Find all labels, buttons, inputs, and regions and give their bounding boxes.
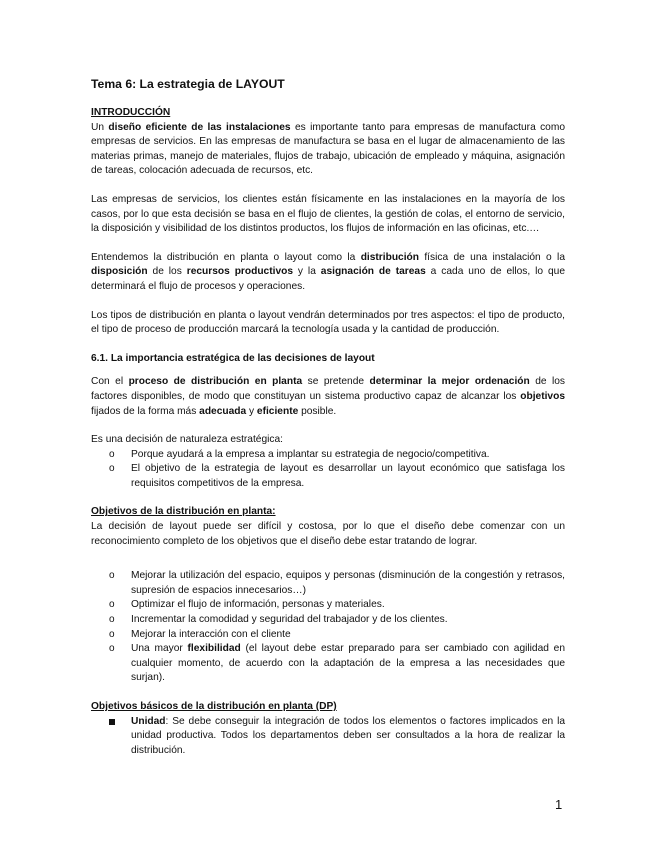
circle-bullet-icon: o: [109, 570, 115, 582]
text-run: de los factores disponibles, de modo que constituyan un sistema productivo capaz de alcanzar los: [91, 376, 566, 402]
text-run: Con el: [91, 376, 129, 388]
circle-bullet-icon: o: [109, 643, 115, 655]
list-item: [109, 598, 565, 613]
list-item: [109, 569, 565, 598]
list-item: [109, 642, 565, 686]
page-content: [91, 76, 565, 758]
text-run: física de una instalación o la: [418, 251, 565, 263]
basicos-list: [91, 715, 565, 759]
text-run: se pretende: [302, 376, 370, 388]
bold-text: adecuada: [199, 405, 247, 417]
section-6-1-paragraph-2: Es una decisión de naturaleza estratégica:: [91, 434, 283, 446]
intro-paragraph-2: Las empresas de servicios, los clientes están físicamente en las instalaciones en la mayoría de los casos, por lo que esta decisión se basa en el flujo de clientes, la gestión de colas, el entorno de servicio, la disposición y visibilidad de los distintos productos, los flujos de información en las oficinas, etc.…: [91, 193, 565, 235]
bold-text: flexibilidad: [187, 643, 241, 655]
text-run: y la: [293, 266, 321, 278]
circle-bullet-icon: o: [109, 463, 115, 475]
text-run: fijados de la forma más: [91, 405, 200, 417]
bold-text: disposición: [91, 266, 148, 278]
circle-bullet-icon: o: [109, 448, 115, 460]
text-run: de los: [147, 266, 187, 278]
text-run: Un: [91, 121, 109, 133]
list-item-text: Incrementar la comodidad y seguridad del trabajador y de los clientes.: [131, 614, 448, 626]
text-run: a cada uno de ellos, lo que determinará el flujo de procesos y operaciones.: [91, 266, 566, 292]
bold-text: recursos productivos: [186, 266, 293, 278]
list-item-text: Mejorar la utilización del espacio, equipos y personas (disminución de la congestión y retrasos, supresión de espacios innecesarios…): [131, 570, 565, 596]
bold-text: asignación de tareas: [320, 266, 426, 278]
circle-bullet-icon: o: [109, 628, 115, 640]
text-run: y: [246, 405, 257, 417]
intro-paragraph-3: [91, 251, 565, 295]
list-item-text: Porque ayudará a la empresa a implantar su estrategia de negocio/competitiva.: [131, 448, 490, 460]
circle-bullet-icon: o: [109, 614, 115, 626]
objetivos-bullet-list: [91, 569, 565, 686]
intro-paragraph-4: Los tipos de distribución en planta o layout vendrán determinados por tres aspectos: el tipo de producto, el tipo de proceso de producción marcará la tecnología usada y la cantidad de producción.: [91, 309, 565, 336]
bold-text: diseño eficiente de las instalaciones: [108, 121, 291, 133]
list-item: [109, 613, 565, 628]
bold-text: eficiente: [256, 405, 299, 417]
list-item: [109, 462, 565, 491]
text-run: Una mayor: [131, 643, 188, 655]
basicos-heading: Objetivos básicos de la distribución en planta (DP): [91, 701, 337, 712]
list-item: [109, 628, 565, 643]
document-title: Tema 6: La estrategia de LAYOUT: [91, 77, 285, 91]
list-item: [109, 448, 565, 463]
list-item-text: Optimizar el flujo de información, personas y materiales.: [131, 599, 385, 611]
objetivos-heading: Objetivos de la distribución en planta:: [91, 506, 276, 518]
list-item-text: El objetivo de la estrategia de layout es desarrollar un layout económico que satisfaga los requisitos competitivos de la empresa.: [131, 463, 565, 489]
text-run: posible.: [298, 405, 337, 417]
text-run: Entendemos la distribución en planta o layout como la: [91, 251, 361, 263]
bold-text: proceso de distribución en planta: [128, 376, 303, 388]
page-number: 1: [555, 797, 563, 812]
objetivos-paragraph: La decisión de layout puede ser difícil y costosa, por lo que el diseño debe comenzar con un reconocimiento completo de los objetivos que el diseño debe estar tratando de lograr.: [91, 521, 565, 547]
text-run: (el layout debe estar preparado para ser cambiado con agilidad en cualquier momento, de acuerdo con la adaptación de la empresa a las necesidades que surjan).: [131, 643, 565, 684]
section-6-1-heading: 6.1. La importancia estratégica de las decisiones de layout: [91, 352, 375, 364]
bold-text: Unidad: [131, 715, 166, 727]
text-run: es importante tanto para empresas de manufactura como empresas de servicios. En las empresas de manufactura se basa en el lugar de almacenamiento de las materias primas, manejo de materiales, flujos de trabajo, ubicación de empleado y máquina, asignación de tareas, colocación adecuada de recursos, etc.: [91, 121, 565, 177]
bold-text: objetivos: [520, 390, 565, 402]
bold-text: distribución: [360, 251, 419, 263]
list-item-text: Mejorar la interacción con el cliente: [131, 628, 291, 640]
list-item: [131, 715, 565, 759]
section-6-1-paragraph-1: [91, 375, 565, 419]
square-bullet-icon: [109, 719, 115, 725]
text-run: : Se debe conseguir la integración de todos los elementos o factores implicados en la unidad productiva. Todos los departamentos deben ser consultados a la hora de realizar la distribución.: [131, 715, 565, 756]
strategic-bullet-list: [91, 448, 565, 492]
circle-bullet-icon: o: [109, 599, 115, 611]
intro-paragraph-1: [91, 121, 565, 179]
bold-text: determinar la mejor ordenación: [369, 376, 530, 388]
intro-heading: INTRODUCCIÓN: [91, 107, 171, 118]
